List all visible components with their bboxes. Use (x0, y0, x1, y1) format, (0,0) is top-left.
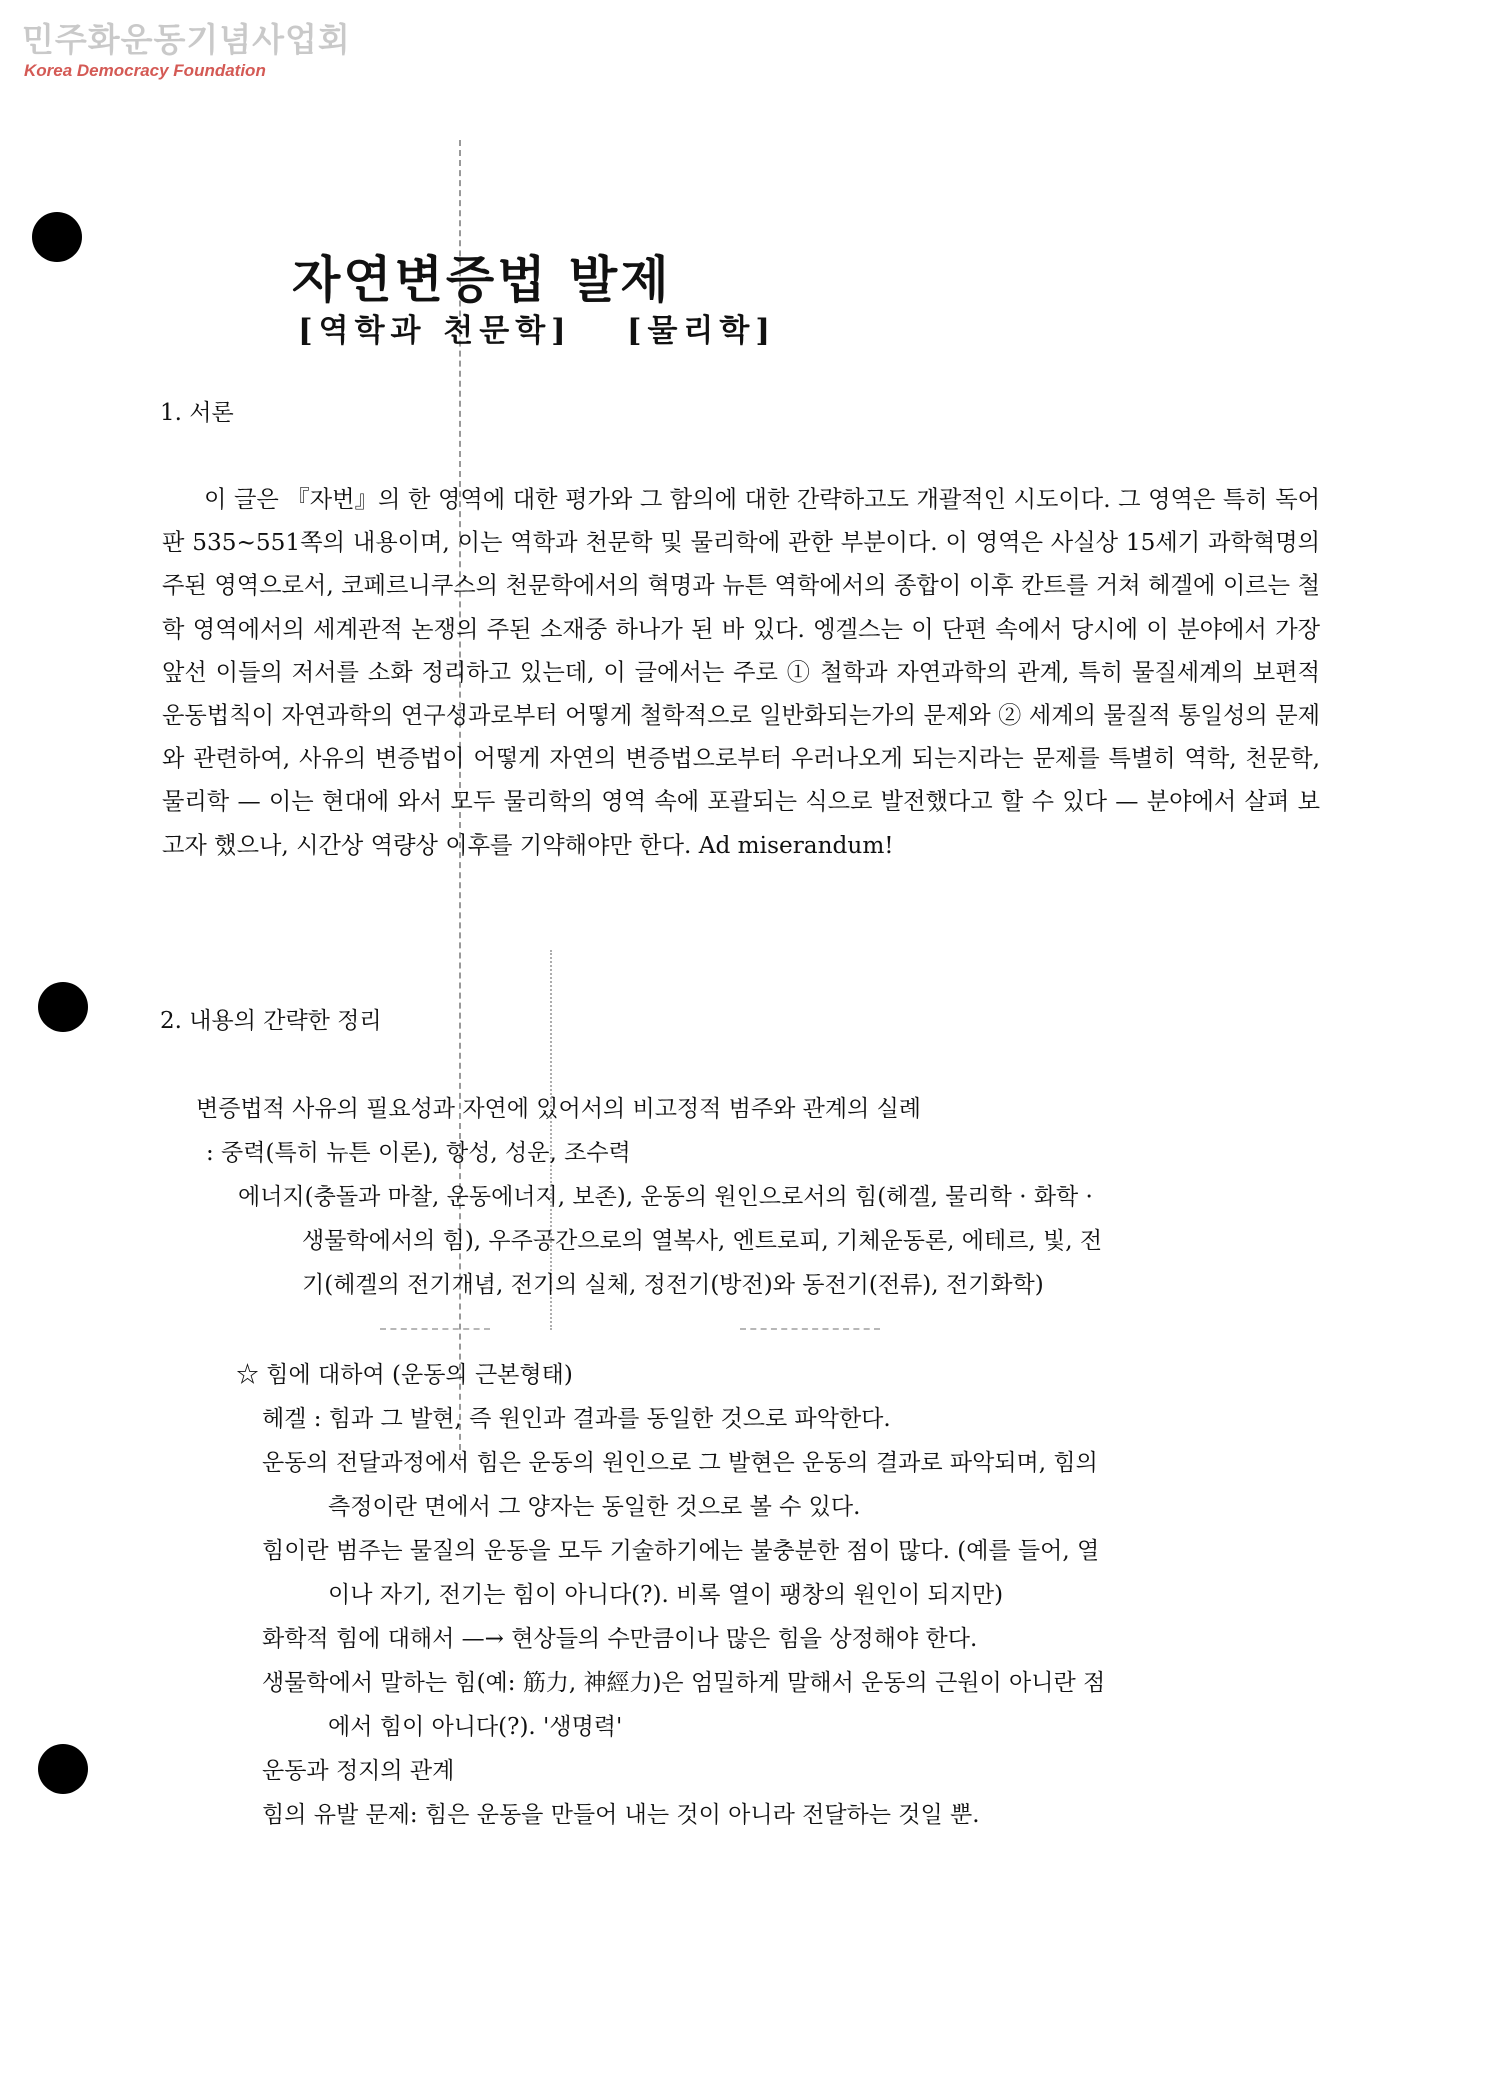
summary-line: : 중력(특히 뉴튼 이론), 항성, 성운, 조수력 (206, 1140, 631, 1166)
introduction-paragraph: 이 글은 『자번』의 한 영역에 대한 평가와 그 함의에 대한 간략하고도 개괄적인 시도이다. 그 영역은 특히 독어판 535~551쪽의 내용이며, 이는 역학과 천문학 및 물리학에 관한 부분이다. 이 영역은 사실상 15세기 과학혁명의 주된 영역으로서, 코페르니쿠스의 천문학에서의 혁명과 뉴튼 역학에서의 종합이 이후 칸트를 거쳐 헤겔에 이르는 철학 영역에서의 세계관적 논쟁의 주된 소재중 하나가 된 바 있다. 엥겔스는 이 단편 속에서 당시에 이 분야에서 가장 앞선 이들의 저서를 소화 정리하고 있는데, 이 글에서는 주로 ① 철학과 자연과학의 관계, 특히 물질세계의 보편적 운동법칙이 자연과학의 연구성과로부터 어떻게 철학적으로 일반화되는가의 문제와 ② 세계의 물질적 통일성의 문제와 관련하여, 사유의 변증법이 어떻게 자연의 변증법으로부터 우러나오게 되는지라는 문제를 특별히 역학, 천문학, 물리학 — 이는 현대에 와서 모두 물리학의 영역 속에 포괄되는 식으로 발전했다고 할 수 있다 — 분야에서 살펴 보고자 했으나, 시간상 역량상 이후를 기약해야만 한다. Ad miserandum! (162, 486, 1320, 859)
binder-hole (38, 1744, 88, 1794)
scan-mark (380, 1328, 490, 1330)
force-heading: ☆ 힘에 대하여 (운동의 근본형태) (236, 1362, 573, 1388)
force-line: 화학적 힘에 대해서 —→ 현상들의 수만큼이나 많은 힘을 상정해야 한다. (262, 1626, 978, 1652)
force-line: 측정이란 면에서 그 양자는 동일한 것으로 볼 수 있다. (328, 1494, 861, 1520)
summary-line: 생물학에서의 힘), 우주공간으로의 열복사, 엔트로피, 기체운동론, 에테르, 빛, 전 (302, 1228, 1103, 1254)
force-line: 힘의 유발 문제: 힘은 운동을 만들어 내는 것이 아니라 전달하는 것일 뿐. (262, 1802, 980, 1828)
force-line: 이나 자기, 전기는 힘이 아니다(?). 비록 열이 팽창의 원인이 되지만) (328, 1582, 1004, 1608)
scan-mark (740, 1328, 880, 1330)
summary-line: 에너지(충돌과 마찰, 운동에너지, 보존), 운동의 원인으로서의 힘(헤겔, 물리학 · 화학 · (238, 1184, 1093, 1210)
subtitle-physics: [물리학] (626, 313, 776, 349)
force-line: 헤겔 : 힘과 그 발현, 즉 원인과 결과를 동일한 것으로 파악한다. (262, 1406, 891, 1432)
summary-line: 변증법적 사유의 필요성과 자연에 있어서의 비고정적 범주와 관계의 실례 (196, 1096, 922, 1122)
force-line: 운동과 정지의 관계 (262, 1758, 455, 1784)
summary-line: 기(헤겔의 전기개념, 전기의 실체, 정전기(방전)와 동전기(전류), 전기화학) (302, 1272, 1044, 1298)
force-line: 에서 힘이 아니다(?). '생명력' (328, 1714, 623, 1740)
document-subtitle (298, 305, 776, 350)
watermark-logo (22, 20, 351, 82)
section-heading-introduction: 1. 서론 (160, 400, 234, 426)
section-heading-summary: 2. 내용의 간략한 정리 (160, 1008, 382, 1034)
binder-hole (38, 982, 88, 1032)
subtitle-mechanics-astronomy: [역학과 천문학] (298, 313, 572, 349)
watermark-korean: 민주화운동기념사업회 (22, 20, 351, 59)
binder-hole (32, 212, 82, 262)
force-line: 힘이란 범주는 물질의 운동을 모두 기술하기에는 불충분한 점이 많다. (예를 들어, 열 (262, 1538, 1100, 1564)
force-line: 생물학에서 말하는 힘(예: 筋力, 神經力)은 엄밀하게 말해서 운동의 근원이 아니란 점 (262, 1670, 1106, 1696)
watermark-english: Korea Democracy Foundation (24, 61, 266, 80)
document-title: 자연변증법 발제 (292, 250, 672, 309)
force-line: 운동의 전달과정에서 힘은 운동의 원인으로 그 발현은 운동의 결과로 파악되며, 힘의 (262, 1450, 1098, 1476)
